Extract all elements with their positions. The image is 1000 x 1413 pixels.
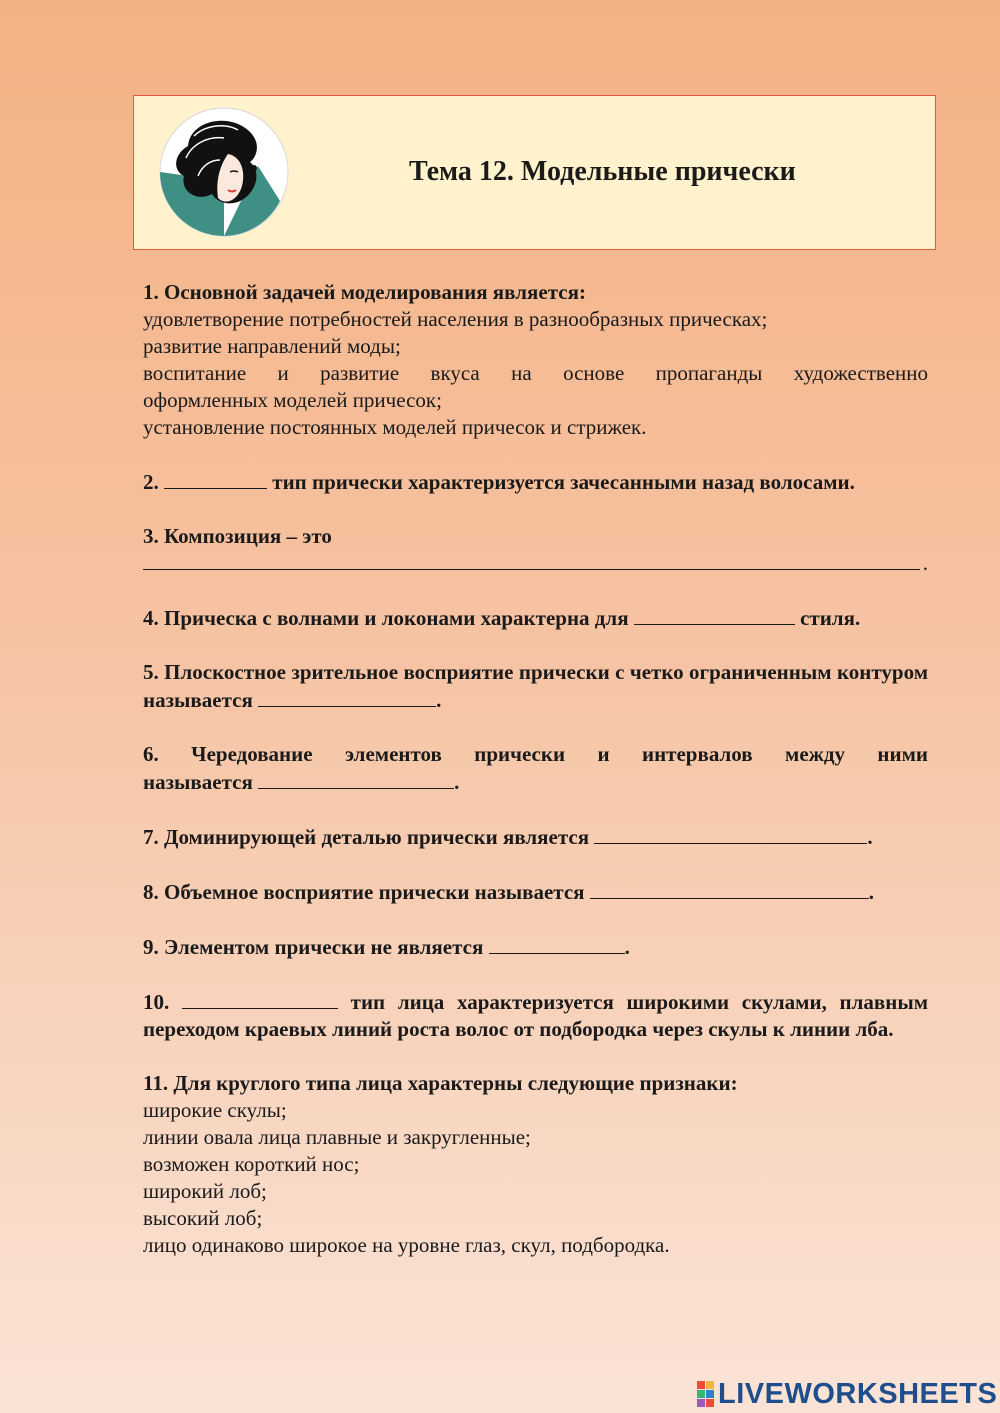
question-8-blank[interactable]	[590, 878, 869, 899]
brand-text: LIVEWORKSHEETS	[718, 1377, 998, 1410]
question-5-end: .	[436, 688, 442, 712]
question-9	[143, 933, 928, 961]
question-1-option: удовлетворение потребностей населения в разнообразных прическах;	[143, 307, 768, 331]
question-11-title: 11. Для круглого типа лица характерны следующие признаки:	[143, 1071, 738, 1095]
question-7-blank[interactable]	[594, 823, 867, 844]
question-8-end: .	[868, 880, 875, 904]
question-7	[143, 823, 928, 851]
question-4-end: стиля.	[800, 606, 861, 630]
question-8-text: 8. Объемное восприятие прически называется	[143, 880, 585, 904]
page-title: Тема 12. Модельные прически	[409, 156, 796, 187]
question-11-option: линии овала лица плавные и закругленные;	[143, 1125, 531, 1149]
question-9-end: .	[624, 935, 630, 959]
question-2-blank[interactable]	[164, 468, 267, 489]
question-4-blank[interactable]	[634, 604, 795, 625]
question-5-text: 5. Плоскостное зрительное восприятие прически с четко ограниченным контуром называется	[143, 660, 928, 712]
liveworksheets-brand	[697, 1377, 997, 1411]
question-10-text: тип лица характеризуется широкими скулами, плавным переходом краевых линий роста волос от подбородка через скулы к линии лба.	[143, 990, 929, 1041]
question-11-option: возможен короткий нос;	[143, 1152, 360, 1176]
question-5-blank[interactable]	[258, 686, 436, 707]
question-1-option: воспитание и развитие вкуса на основе пропаганды художественно	[143, 361, 928, 385]
question-8	[143, 878, 928, 906]
question-2-number: 2.	[143, 470, 159, 494]
question-3-end: .	[922, 551, 928, 575]
question-1-option: развитие направлений моды;	[143, 334, 401, 358]
woman-hair-logo-icon	[158, 106, 290, 238]
question-11	[143, 1070, 928, 1259]
question-3-answer-line[interactable]	[143, 550, 928, 577]
question-4-text: 4. Прическа с волнами и локонами характерна для	[143, 606, 629, 630]
question-10-number: 10.	[143, 990, 170, 1014]
question-9-blank[interactable]	[489, 933, 625, 954]
question-11-option: широкие скулы;	[143, 1098, 287, 1122]
header-box	[133, 95, 936, 250]
question-1-option-cont: оформленных моделей причесок;	[143, 388, 442, 412]
question-1-option: установление постоянных моделей причесок и стрижек.	[143, 415, 647, 439]
question-7-end: .	[867, 825, 873, 849]
question-2	[143, 468, 928, 496]
question-10	[143, 988, 928, 1043]
question-11-option: широкий лоб;	[143, 1179, 267, 1203]
question-6	[143, 741, 928, 796]
question-9-text: 9. Элементом прически не является	[143, 935, 484, 959]
question-7-text: 7. Доминирующей деталью прически является	[143, 825, 590, 849]
brand-logo-icon	[697, 1381, 714, 1407]
question-4	[143, 604, 928, 632]
question-3-text: 3. Композиция – это	[143, 524, 332, 548]
worksheet-content	[143, 279, 928, 1286]
question-1	[143, 279, 928, 441]
question-10-blank[interactable]	[182, 988, 338, 1009]
question-1-title: 1. Основной задачей моделирования является:	[143, 280, 586, 304]
question-2-text: тип прически характеризуется зачесанными назад волосами.	[272, 470, 855, 494]
question-6-end: .	[454, 770, 460, 794]
question-11-option: лицо одинаково широкое на уровне глаз, скул, подбородка.	[143, 1233, 670, 1257]
question-6-blank[interactable]	[258, 768, 454, 789]
question-11-option: высокий лоб;	[143, 1206, 263, 1230]
question-5	[143, 659, 928, 714]
question-3	[143, 523, 928, 577]
question-6-text: 6. Чередование элементов прически и интервалов между ними называется	[143, 742, 928, 794]
